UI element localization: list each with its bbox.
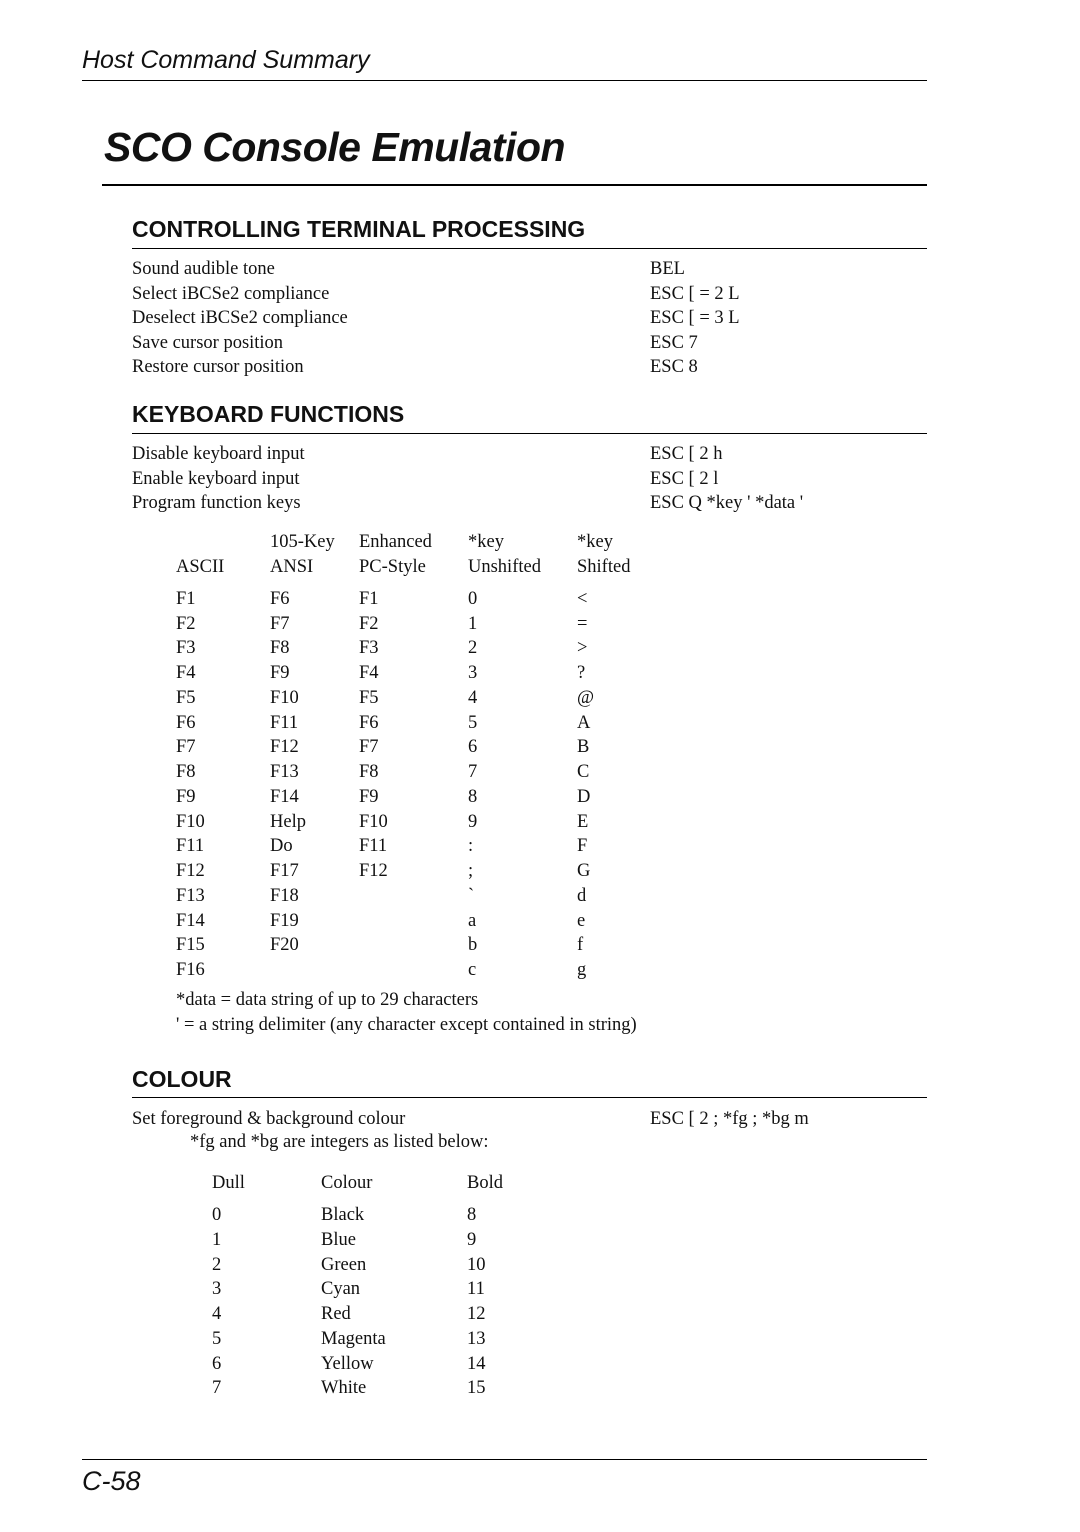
table-cell: Green xyxy=(321,1254,367,1275)
header-rule xyxy=(82,80,927,81)
table-cell: 15 xyxy=(467,1378,486,1399)
table-cell: 0 xyxy=(212,1205,222,1226)
table-cell: > xyxy=(577,638,588,659)
table-cell: F9 xyxy=(359,786,379,807)
table-cell: 2 xyxy=(468,638,478,659)
table-cell: F14 xyxy=(176,910,205,931)
table-row xyxy=(176,834,657,859)
table-cell: 3 xyxy=(468,663,478,684)
command-code: ESC [ 2 h xyxy=(650,444,723,464)
function-key-table-body xyxy=(176,530,657,983)
table-cell xyxy=(359,933,468,958)
colour-note: *fg and *bg are integers as listed below: xyxy=(190,1132,489,1152)
table-cell: 4 xyxy=(468,687,478,708)
table-cell: F8 xyxy=(359,762,379,783)
table-cell: F8 xyxy=(270,638,290,659)
table-cell: 7 xyxy=(468,762,478,783)
command-row xyxy=(132,1107,927,1132)
command-row xyxy=(132,491,927,516)
table-cell: 9 xyxy=(467,1229,477,1250)
command-code: ESC [ = 2 L xyxy=(650,283,740,304)
table-cell: 10 xyxy=(467,1254,486,1275)
table-cell: 3 xyxy=(212,1279,222,1300)
footnote-data: *data = data string of up to 29 characters xyxy=(176,990,479,1010)
table-row xyxy=(176,810,657,835)
table-cell: 11 xyxy=(467,1279,485,1300)
table-cell: F18 xyxy=(270,885,299,906)
table-row xyxy=(212,1277,547,1302)
table-cell: F6 xyxy=(359,712,379,733)
title-rule xyxy=(102,184,927,186)
table-row xyxy=(176,958,657,983)
table-header-cell: Colour xyxy=(321,1173,373,1193)
table-cell: Red xyxy=(321,1304,351,1325)
table-spacer xyxy=(176,579,657,587)
command-row xyxy=(132,442,927,467)
table-cell: F5 xyxy=(176,687,196,708)
page-number: C-58 xyxy=(82,1466,141,1496)
table-cell: B xyxy=(577,737,590,758)
table-cell xyxy=(359,909,468,934)
table-cell: = xyxy=(577,613,588,634)
table-cell: F12 xyxy=(270,737,299,758)
table-cell: F7 xyxy=(270,613,290,634)
table-spacer-cell xyxy=(176,579,657,587)
table-cell: 5 xyxy=(212,1328,222,1349)
table-cell: F3 xyxy=(176,638,196,659)
table-cell: F15 xyxy=(176,935,205,956)
table-spacer-cell xyxy=(212,1196,547,1204)
table-cell: F7 xyxy=(359,737,379,758)
table-cell: @ xyxy=(577,687,595,708)
table-row xyxy=(176,686,657,711)
command-code: ESC [ 2 l xyxy=(650,468,719,489)
command-code: ESC [ 2 ; *fg ; *bg m xyxy=(650,1109,809,1129)
table-cell xyxy=(359,958,468,983)
table-cell: 7 xyxy=(212,1378,222,1399)
table-row xyxy=(176,933,657,958)
table-cell: 5 xyxy=(468,712,478,733)
table-cell: < xyxy=(577,588,588,609)
table-cell: F3 xyxy=(359,638,379,659)
table-cell: C xyxy=(577,762,590,783)
table-header-cell: Shifted xyxy=(577,556,631,577)
table-cell: b xyxy=(468,935,478,956)
command-description: Enable keyboard input xyxy=(132,468,300,489)
section-rule-keyboard xyxy=(132,433,927,434)
table-cell: F12 xyxy=(359,861,388,882)
table-cell: F9 xyxy=(270,663,290,684)
command-description: Save cursor position xyxy=(132,332,284,353)
table-cell: Yellow xyxy=(321,1353,374,1374)
table-cell: F16 xyxy=(176,960,205,981)
table-header-cell: Bold xyxy=(467,1173,503,1193)
table-cell: Blue xyxy=(321,1229,356,1250)
table-header-row xyxy=(212,1171,547,1196)
command-row xyxy=(132,257,927,282)
table-cell: A xyxy=(577,712,591,733)
table-row xyxy=(212,1302,547,1327)
table-row xyxy=(176,909,657,934)
table-header-cell: ANSI xyxy=(270,556,314,577)
section-rule-terminal xyxy=(132,248,927,249)
table-cell xyxy=(359,884,468,909)
table-cell: ; xyxy=(468,861,474,882)
section-heading-keyboard: KEYBOARD FUNCTIONS xyxy=(132,401,405,427)
table-cell: F6 xyxy=(176,712,196,733)
command-description: Sound audible tone xyxy=(132,259,275,279)
table-header-cell: Enhanced xyxy=(359,532,432,552)
command-description: Deselect iBCSe2 compliance xyxy=(132,308,348,329)
colour-table xyxy=(212,1171,547,1401)
table-cell: F10 xyxy=(270,687,299,708)
table-cell: G xyxy=(577,861,591,882)
section-heading-terminal: CONTROLLING TERMINAL PROCESSING xyxy=(132,216,586,242)
table-header-cell xyxy=(176,530,270,555)
table-cell: F10 xyxy=(176,811,205,832)
table-cell: F17 xyxy=(270,861,299,882)
command-description: Disable keyboard input xyxy=(132,444,305,464)
command-description: Set foreground & background colour xyxy=(132,1109,406,1129)
footnote-delimiter: ' = a string delimiter (any character except contained in string) xyxy=(176,1015,637,1035)
table-cell: Magenta xyxy=(321,1328,386,1349)
table-row xyxy=(212,1228,547,1253)
table-cell: F8 xyxy=(176,762,196,783)
command-row xyxy=(132,306,927,331)
command-code: ESC 8 xyxy=(650,357,698,378)
table-cell: F12 xyxy=(176,861,205,882)
colour-command-list xyxy=(132,1107,927,1132)
table-cell: ? xyxy=(577,663,586,684)
table-cell: 6 xyxy=(468,737,478,758)
command-code: ESC Q *key ' *data ' xyxy=(650,493,804,514)
command-row xyxy=(132,355,927,380)
table-cell: F5 xyxy=(359,687,379,708)
table-cell: g xyxy=(577,960,587,981)
table-cell: 1 xyxy=(468,613,478,634)
table-cell: F9 xyxy=(176,786,196,807)
table-cell: 6 xyxy=(212,1353,222,1374)
table-header-cell: *key xyxy=(577,532,613,552)
table-cell: a xyxy=(468,910,477,931)
table-row xyxy=(176,735,657,760)
table-cell: F4 xyxy=(359,663,379,684)
table-row xyxy=(176,760,657,785)
table-row xyxy=(212,1376,547,1401)
table-row xyxy=(176,587,657,612)
table-row xyxy=(212,1203,547,1228)
table-header-cell: 105-Key xyxy=(270,532,335,552)
table-cell: White xyxy=(321,1378,367,1399)
table-cell: F1 xyxy=(176,588,196,609)
table-cell xyxy=(270,958,359,983)
table-row xyxy=(176,711,657,736)
command-description: Select iBCSe2 compliance xyxy=(132,283,330,304)
table-cell: 9 xyxy=(468,811,478,832)
table-cell: E xyxy=(577,811,589,832)
table-cell: F10 xyxy=(359,811,388,832)
table-cell: F4 xyxy=(176,663,196,684)
table-row xyxy=(176,859,657,884)
command-row xyxy=(132,282,927,307)
table-row xyxy=(212,1352,547,1377)
table-header-row xyxy=(176,555,657,580)
table-cell: 0 xyxy=(468,588,478,609)
table-row xyxy=(176,661,657,686)
table-cell: 8 xyxy=(467,1205,477,1226)
running-header: Host Command Summary xyxy=(82,46,370,74)
section-rule-colour xyxy=(132,1097,927,1098)
table-cell: F7 xyxy=(176,737,196,758)
table-spacer xyxy=(212,1196,547,1204)
table-cell: F14 xyxy=(270,786,299,807)
table-cell: F11 xyxy=(176,836,205,857)
table-cell: F11 xyxy=(359,836,388,857)
table-row xyxy=(176,636,657,661)
table-cell: 8 xyxy=(468,786,478,807)
command-row xyxy=(132,467,927,492)
table-cell: F2 xyxy=(176,613,196,634)
function-key-table xyxy=(176,530,657,983)
table-cell: e xyxy=(577,910,586,931)
table-row xyxy=(212,1327,547,1352)
table-cell: d xyxy=(577,885,587,906)
table-header-cell: Dull xyxy=(212,1173,245,1193)
terminal-command-list xyxy=(132,257,927,380)
table-cell: F13 xyxy=(176,885,205,906)
table-cell: 13 xyxy=(467,1328,486,1349)
table-header-row xyxy=(176,530,657,555)
table-cell: 14 xyxy=(467,1353,486,1374)
section-heading-colour: COLOUR xyxy=(132,1066,232,1092)
command-code: ESC 7 xyxy=(650,332,698,353)
table-cell: F13 xyxy=(270,762,299,783)
command-code: BEL xyxy=(650,259,685,279)
table-cell: c xyxy=(468,960,477,981)
command-description: Program function keys xyxy=(132,493,301,514)
table-cell: 1 xyxy=(212,1229,222,1250)
table-header-cell: PC-Style xyxy=(359,556,426,577)
page-title: SCO Console Emulation xyxy=(104,124,566,170)
table-cell: F6 xyxy=(270,588,290,609)
table-row xyxy=(212,1253,547,1278)
footer-rule xyxy=(82,1459,927,1460)
keyboard-command-list xyxy=(132,442,927,516)
table-cell: D xyxy=(577,786,591,807)
table-cell: F20 xyxy=(270,935,299,956)
command-description: Restore cursor position xyxy=(132,357,304,378)
table-header-cell: Unshifted xyxy=(468,556,541,577)
table-cell: ` xyxy=(468,885,475,906)
table-cell: 12 xyxy=(467,1304,486,1325)
table-row xyxy=(176,612,657,637)
table-cell: Do xyxy=(270,836,293,857)
table-cell: F2 xyxy=(359,613,379,634)
table-cell: 4 xyxy=(212,1304,222,1325)
table-header-cell: ASCII xyxy=(176,556,225,577)
table-header-cell: *key xyxy=(468,532,504,552)
table-cell: F19 xyxy=(270,910,299,931)
table-cell: Black xyxy=(321,1205,365,1226)
table-cell: F xyxy=(577,836,588,857)
command-code: ESC [ = 3 L xyxy=(650,308,740,329)
table-cell: Help xyxy=(270,811,306,832)
table-cell: : xyxy=(468,836,474,857)
table-cell: Cyan xyxy=(321,1279,361,1300)
table-row xyxy=(176,884,657,909)
colour-table-body xyxy=(212,1171,547,1401)
command-row xyxy=(132,331,927,356)
table-cell: f xyxy=(577,935,584,956)
table-cell: F11 xyxy=(270,712,299,733)
table-row xyxy=(176,785,657,810)
table-cell: F1 xyxy=(359,588,379,609)
table-cell: 2 xyxy=(212,1254,222,1275)
